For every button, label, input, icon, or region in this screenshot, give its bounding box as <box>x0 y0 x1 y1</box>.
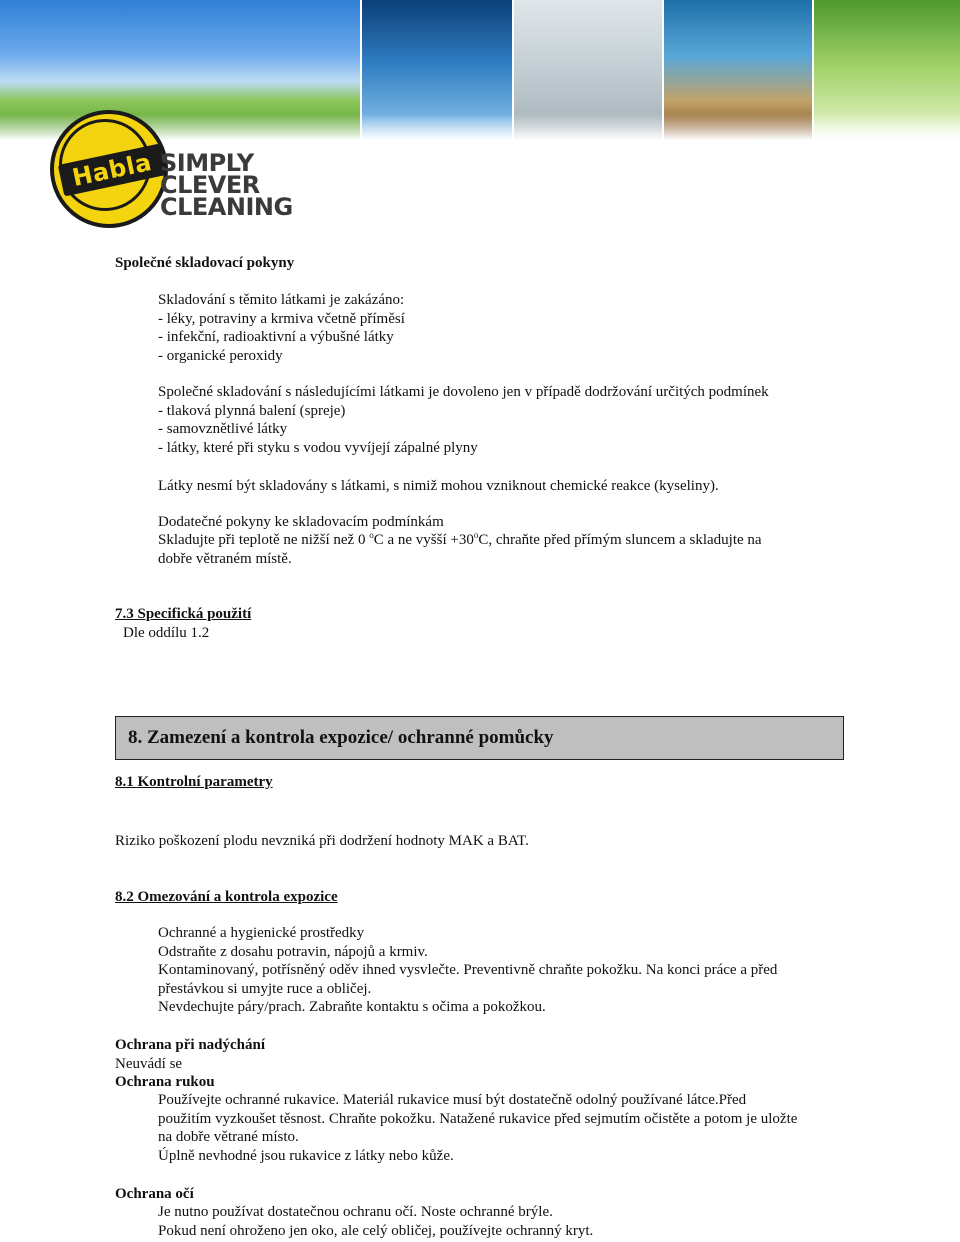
hands-line: použitím vyzkoušet těsnost. Chraňte pokožku. Natažené rukavice před sejmutím očistěte a potom je uložte <box>158 1110 798 1127</box>
control-params-heading: 8.1 Kontrolní parametry <box>115 774 273 790</box>
storage-conditional-line: - samovznětlivé látky <box>158 421 288 438</box>
specific-use-text: Dle oddílu 1.2 <box>123 625 210 641</box>
hands-line: Používejte ochranné rukavice. Materiál rukavice musí být dostatečně odolný používané látce.Před <box>158 1092 747 1108</box>
storage-conditional-line: Společné skladování s následujícími látkami je dovoleno jen v případě dodržování určitých podmínek <box>158 384 769 400</box>
storage-no-store-text: Látky nesmí být skladovány s látkami, s nimiž mohou vzniknout chemické reakce (kyseliny). <box>158 478 719 494</box>
respiratory-text: Neuvádí se <box>115 1056 183 1072</box>
storage-conditional-line: - tlaková plynná balení (spreje) <box>158 402 346 419</box>
storage-forbidden-line: Skladování s těmito látkami je zakázáno: <box>158 292 405 308</box>
exposure-control-line: Odstraňte z dosahu potravin, nápojů a krmiv. <box>158 943 428 960</box>
logo-slogan-line: SIMPLY <box>160 149 254 177</box>
eyes-block <box>158 1203 593 1240</box>
eyes-line: Pokud není ohroženo jen oko, ale celý obličej, používejte ochranný kryt. <box>158 1222 594 1239</box>
eyes-heading: Ochrana očí <box>115 1186 194 1202</box>
storage-forbidden-line: - léky, potraviny a krmiva včetně příměsí <box>158 310 405 327</box>
exposure-control-line: Nevdechujte páry/prach. Zabraňte kontaktu s očima a pokožkou. <box>158 999 546 1016</box>
hands-block <box>158 1091 797 1165</box>
storage-temperature-line <box>158 531 762 550</box>
control-params-text: Riziko poškození plodu nevzniká při dodržení hodnoty MAK a BAT. <box>115 833 529 849</box>
temp-text: C a ne vyšší +30 <box>373 532 474 548</box>
exposure-control-heading: 8.2 Omezování a kontrola expozice <box>115 889 338 905</box>
respiratory-heading: Ochrana při nadýchání <box>115 1037 266 1053</box>
storage-conditional-line: - látky, které při styku s vodou vyvíjejí zápalné plyny <box>158 439 478 456</box>
temp-text: C, chraňte před přímým sluncem a skladujte na <box>478 532 762 548</box>
specific-use-heading: 7.3 Specifická použití <box>115 606 252 622</box>
hands-line: na dobře větrané místo. <box>158 1129 299 1146</box>
logo-brand: Habla <box>58 144 166 197</box>
degree-sup: o <box>473 530 479 540</box>
logo-slogan-line: CLEANING <box>160 193 293 221</box>
storage-conditional-block <box>158 383 769 457</box>
hands-heading: Ochrana rukou <box>115 1074 215 1090</box>
storage-forbidden-line: - organické peroxidy <box>158 347 283 364</box>
degree-sup: o <box>369 530 374 540</box>
exposure-control-line: Ochranné a hygienické prostředky <box>158 925 365 941</box>
logo-slogan-line: CLEVER <box>160 171 260 199</box>
exposure-control-block <box>158 924 777 1017</box>
storage-additional-heading: Dodatečné pokyny ke skladovacím podmínkám <box>158 514 444 530</box>
logo-slogan <box>160 149 310 221</box>
storage-forbidden-block <box>158 291 405 365</box>
exposure-control-line: Kontaminovaný, potřísněný oděv ihned vysvlečte. Preventivně chraňte pokožku. Na konci práce a před <box>158 962 778 979</box>
hands-line: Úplně nevhodné jsou rukavice z látky nebo kůže. <box>158 1147 454 1164</box>
storage-temperature-line2: dobře větraném místě. <box>158 551 292 567</box>
exposure-control-line: přestávkou si umyjte ruce a obličej. <box>158 980 372 997</box>
eyes-line: Je nutno používat dostatečnou ochranu očí. Noste ochranné brýle. <box>158 1204 553 1220</box>
section-8-title: 8. Zamezení a kontrola expozice/ ochranné pomůcky <box>128 727 554 748</box>
section-8-header <box>115 716 844 760</box>
storage-heading: Společné skladovací pokyny <box>115 255 295 271</box>
company-logo <box>50 110 300 228</box>
storage-forbidden-line: - infekční, radioaktivní a výbušné látky <box>158 329 394 346</box>
temp-text: Skladujte při teplotě ne nižší než 0 <box>158 532 366 548</box>
